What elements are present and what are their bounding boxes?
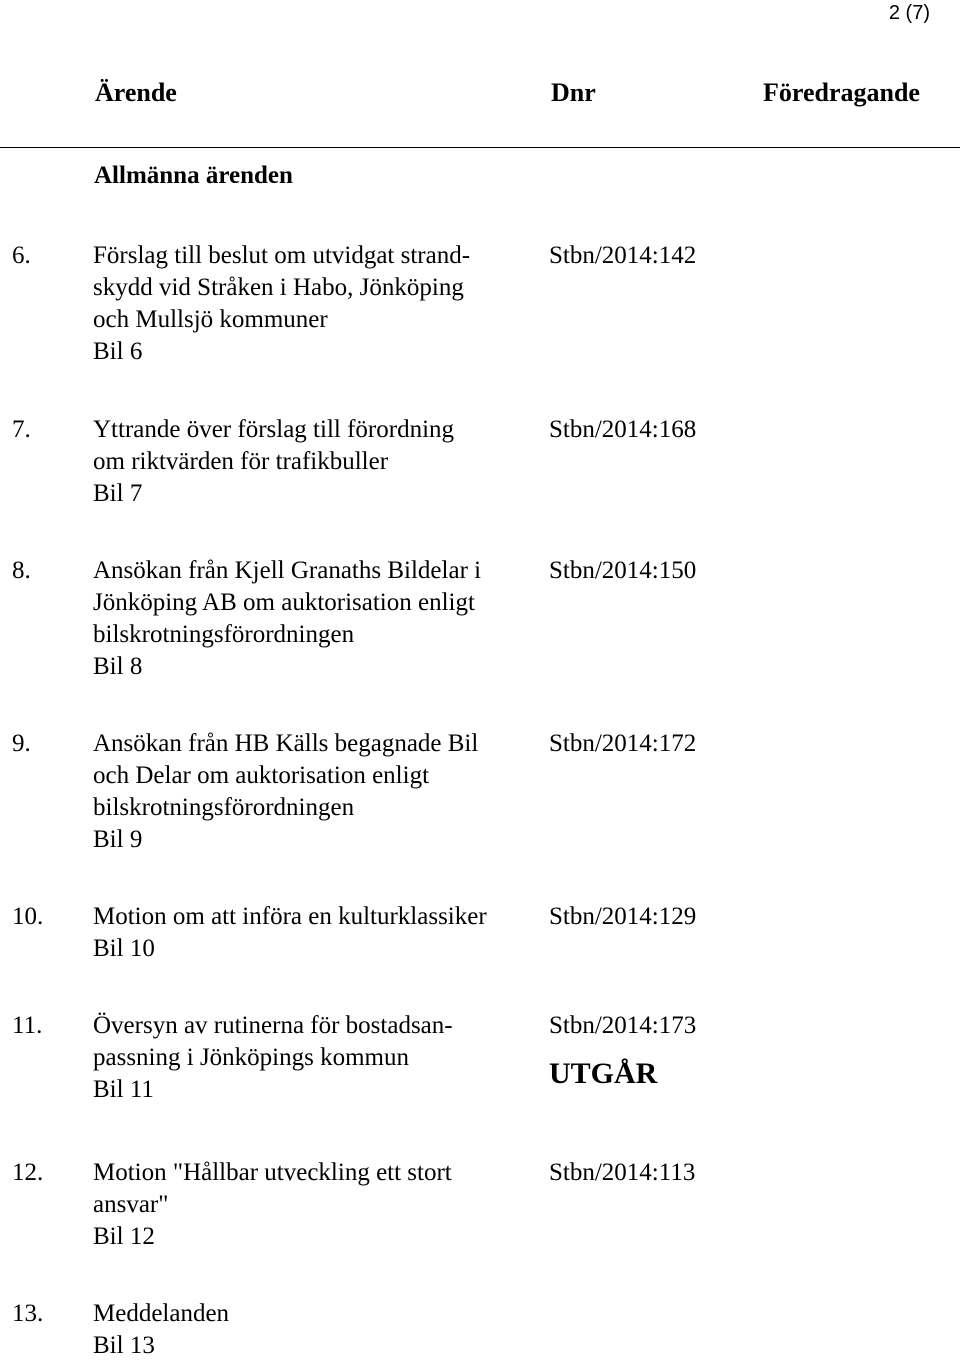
- item-text: [93, 414, 533, 510]
- item-line: bilskrotningsförordningen: [93, 621, 355, 648]
- item-line: Motion om att införa en kulturklassiker: [93, 903, 487, 930]
- item-number: 11.: [12, 1012, 43, 1039]
- item-number: 6.: [12, 242, 31, 269]
- item-line: Bil 10: [93, 935, 155, 962]
- item-dnr: Stbn/2014:113: [549, 1159, 696, 1186]
- item-dnr: Stbn/2014:142: [549, 242, 697, 269]
- item-line: Förslag till beslut om utvidgat strand-: [93, 242, 471, 269]
- item-line: passning i Jönköpings kommun: [93, 1044, 409, 1071]
- item-dnr: Stbn/2014:173: [549, 1012, 697, 1039]
- column-header-dnr: Dnr: [551, 78, 596, 107]
- item-text: [93, 240, 533, 368]
- column-header-arende: Ärende: [95, 78, 177, 107]
- item-number: 8.: [12, 557, 31, 584]
- item-line: och Delar om auktorisation enligt: [93, 762, 430, 789]
- section-title: Allmänna ärenden: [94, 162, 293, 189]
- item-line: om riktvärden för trafikbuller: [93, 448, 389, 475]
- item-text: [93, 1010, 533, 1106]
- item-number: 12.: [12, 1159, 44, 1186]
- item-text: [93, 901, 533, 965]
- item-line: bilskrotningsförordningen: [93, 794, 355, 821]
- item-number: 13.: [12, 1300, 44, 1327]
- item-dnr: Stbn/2014:129: [549, 903, 697, 930]
- item-text: [93, 728, 533, 856]
- item-number: 10.: [12, 903, 44, 930]
- item-number: 9.: [12, 730, 31, 757]
- item-line: Ansökan från HB Källs begagnade Bil: [93, 730, 479, 757]
- item-line: Bil 12: [93, 1223, 155, 1250]
- item-line: Bil 8: [93, 653, 143, 680]
- column-header-row: [0, 78, 960, 112]
- status-utgar: UTGÅR: [549, 1057, 658, 1090]
- header-divider: [0, 147, 960, 148]
- item-line: Översyn av rutinerna för bostadsan-: [93, 1012, 453, 1039]
- item-line: Jönköping AB om auktorisation enligt: [93, 589, 475, 616]
- item-text: [93, 555, 533, 683]
- item-line: ansvar": [93, 1191, 169, 1218]
- item-text: [93, 1157, 533, 1253]
- item-line: Motion "Hållbar utveckling ett stort: [93, 1159, 452, 1186]
- item-line: och Mullsjö kommuner: [93, 306, 328, 333]
- item-dnr: Stbn/2014:150: [549, 557, 697, 584]
- item-line: Bil 7: [93, 480, 143, 507]
- column-header-foredragande: Föredragande: [763, 78, 920, 107]
- item-text: [93, 1298, 533, 1362]
- item-dnr: Stbn/2014:168: [549, 416, 697, 443]
- item-line: Bil 6: [93, 338, 143, 365]
- item-line: skydd vid Stråken i Habo, Jönköping: [93, 274, 464, 301]
- item-line: Meddelanden: [93, 1300, 230, 1327]
- page-number: 2 (7): [888, 2, 930, 24]
- item-line: Yttrande över förslag till förordning: [93, 416, 455, 443]
- item-dnr: Stbn/2014:172: [549, 730, 697, 757]
- item-line: Bil 9: [93, 826, 143, 853]
- item-dnr-column: [549, 1010, 696, 1090]
- item-line: Ansökan från Kjell Granaths Bildelar i: [93, 557, 482, 584]
- item-line: Bil 11: [93, 1076, 154, 1103]
- item-number: 7.: [12, 416, 31, 443]
- item-line: Bil 13: [93, 1332, 155, 1359]
